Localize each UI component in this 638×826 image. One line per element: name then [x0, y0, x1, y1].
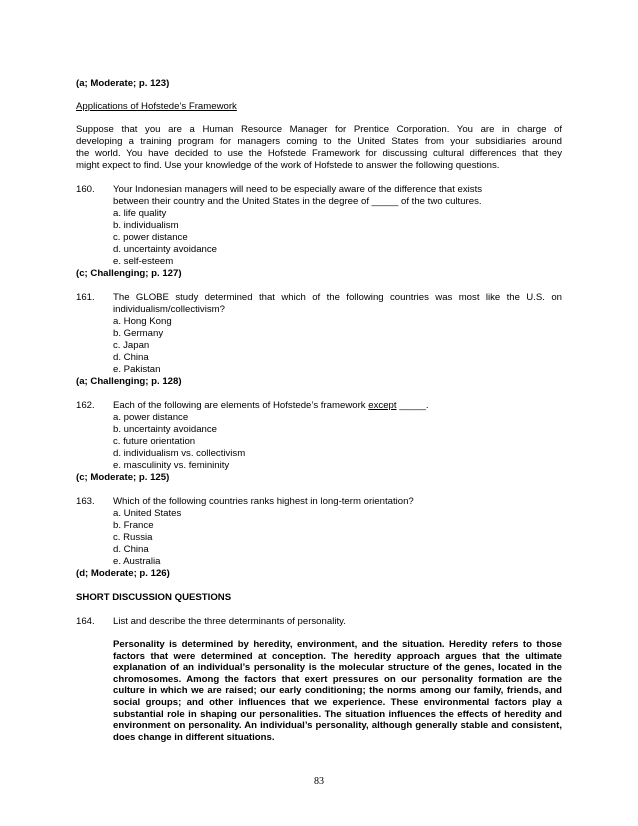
answer-option: c. Russia [113, 532, 153, 543]
answer-option: a. power distance [113, 412, 189, 423]
answer-key-ref: (a; Moderate; p. 123) [76, 78, 170, 89]
answer-option: a. life quality [113, 208, 167, 219]
answer-key: (a; Challenging; p. 128) [76, 376, 182, 387]
answer-option: e. Australia [113, 556, 161, 567]
answer-option: b. individualism [113, 220, 179, 231]
question-text-emphasis: except [368, 400, 397, 411]
question-number: 161. [76, 292, 95, 303]
question-number: 160. [76, 184, 95, 195]
answer-option: c. Japan [113, 340, 150, 351]
question-text: Which of the following countries ranks highest in long-term orientation? [113, 496, 414, 507]
question-number: 162. [76, 400, 95, 411]
answer-option: b. France [113, 520, 154, 531]
answer-option: d. China [113, 544, 149, 555]
question-text-start: Each of the following are elements of Hofstede’s framework [113, 400, 369, 411]
answer-option: e. masculinity vs. femininity [113, 460, 230, 471]
answer-key: (c; Challenging; p. 127) [76, 268, 182, 279]
intro-line: the world. You have decided to use the Hofstede Framework for discussing cultural differences that they [76, 148, 562, 159]
question-number: 163. [76, 496, 95, 507]
answer-option: b. uncertainty avoidance [113, 424, 217, 435]
question-text [113, 400, 429, 411]
intro-line: developing a training program for managers coming to the United States from your subsidiaries around [76, 136, 562, 147]
answer-option: b. Germany [113, 328, 164, 339]
answer-option: d. individualism vs. collectivism [113, 448, 246, 459]
answer-option: c. power distance [113, 232, 188, 243]
answer-key: (c; Moderate; p. 125) [76, 472, 170, 483]
question-text: The GLOBE study determined that which of the following countries was most like the U.S. on [113, 292, 562, 303]
section-heading: SHORT DISCUSSION QUESTIONS [76, 592, 232, 603]
question-text: between their country and the United States in the degree of _____ of the two cultures. [113, 196, 482, 207]
answer-key: (d; Moderate; p. 126) [76, 568, 170, 579]
intro-line: might expect to find. Use your knowledge of the work of Hofstede to answer the following questions. [76, 160, 500, 171]
answer-option: a. United States [113, 508, 182, 519]
answer-option: e. Pakistan [113, 364, 161, 375]
question-text: Your Indonesian managers will need to be especially aware of the difference that exists [113, 184, 483, 195]
answer-option: c. future orientation [113, 436, 196, 447]
answer-option: a. Hong Kong [113, 316, 172, 327]
question-number: 164. [76, 616, 95, 627]
question-text-end: _____. [396, 400, 429, 411]
answer-option: d. uncertainty avoidance [113, 244, 217, 255]
model-answer: Personality is determined by heredity, environment, and the situation. Heredity refers to those factors that were determined at conception. The heredity approach argues that the ultimate explanation of an individual’s personality is the molecular structure of the genes, located in the chromosomes. Among the factors that exert pressures on our personality formation are the culture in which we are raised; our early conditioning; the norms among our family, friends, and social groups; and other influences that we experience. These environmental factors play a substantial role in shaping our personalities. The situation influences the effects of heredity and environment on personality. An individual’s personality, although generally stable and consistent, does change in different situations. [113, 639, 562, 743]
intro-line: Suppose that you are a Human Resource Manager for Prentice Corporation. You are in charge of [76, 124, 562, 135]
answer-option: d. China [113, 352, 149, 363]
page-number: 83 [314, 776, 324, 787]
section-title: Applications of Hofstede’s Framework [76, 101, 237, 112]
answer-option: e. self-esteem [113, 256, 174, 267]
question-text: List and describe the three determinants of personality. [113, 616, 346, 627]
question-text: individualism/collectivism? [113, 304, 225, 315]
